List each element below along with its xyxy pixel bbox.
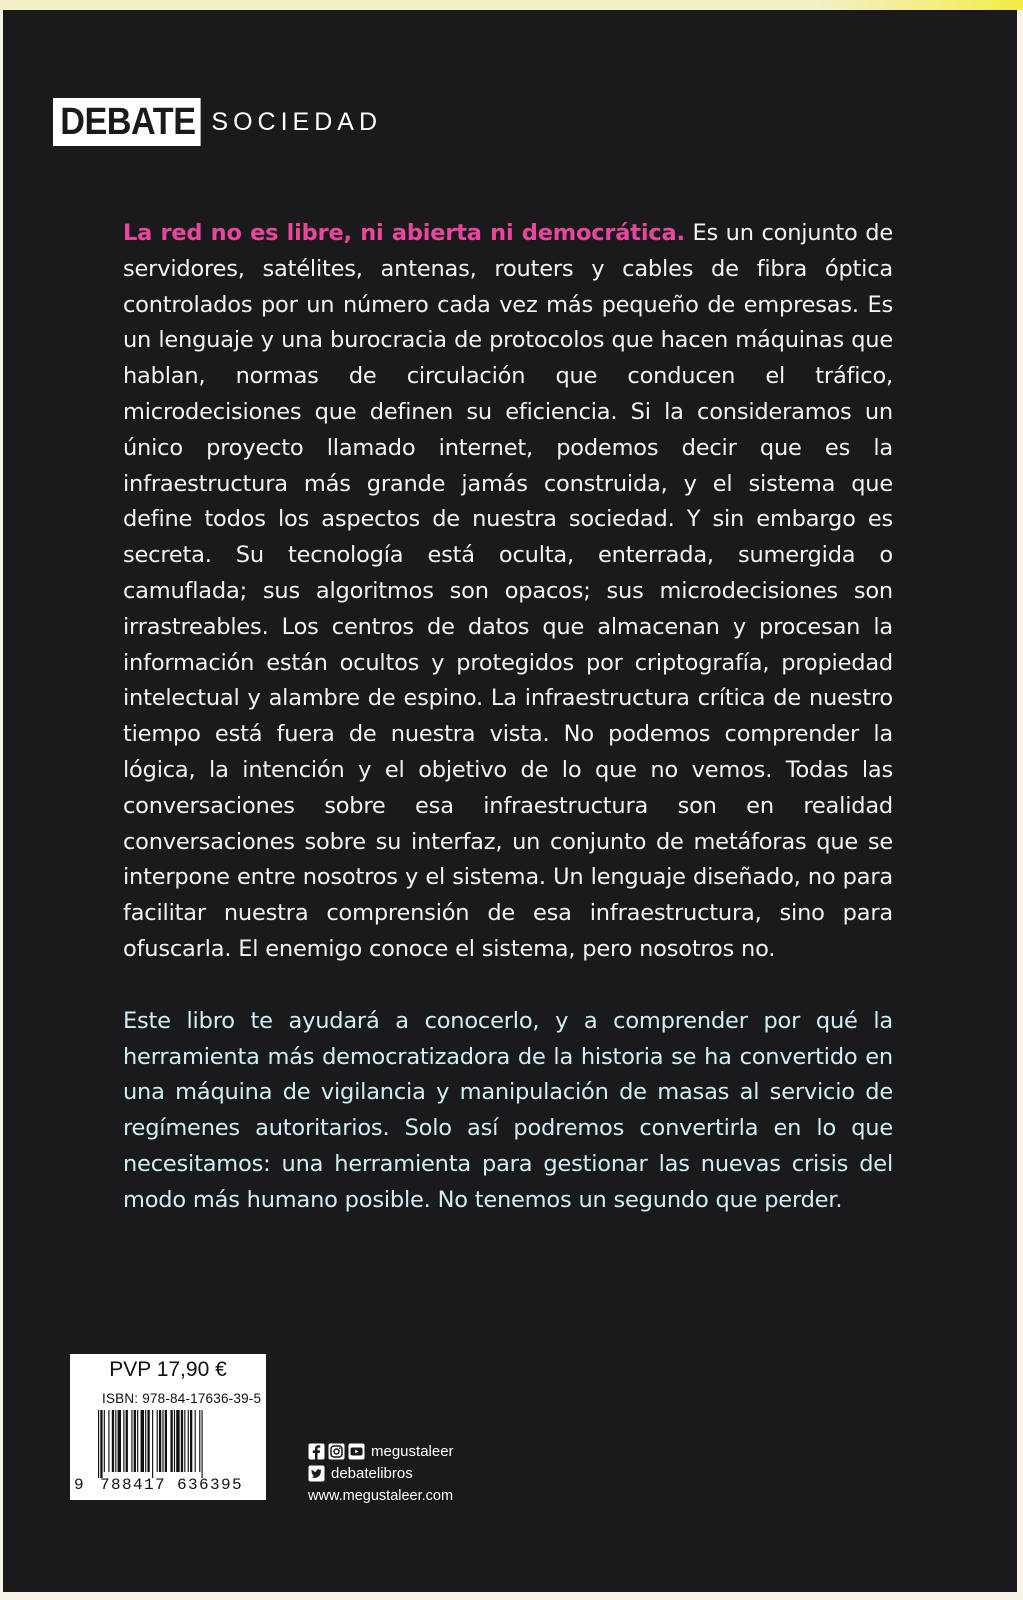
website-link[interactable]: www.megustaleer.com (308, 1488, 454, 1504)
barcode-bar (199, 1410, 200, 1472)
barcode-first-digit: 9 (74, 1476, 85, 1494)
blurb-paragraph-2: Este libro te ayudará a conocerlo, y a comprender por qué la herramienta más democratizadora de la historia se ha convertido en una máquina de vigilancia y manipulación de masas al servicio de regímenes autoritarios. Solo así podremos convertirla en lo que necesitamos: una herramienta para gestionar las nuevas crisis del modo más humano posible. No tenemos un segundo que perder. (123, 1007, 893, 1213)
barcode-bar (145, 1410, 146, 1472)
blurb-paragraph-1 (123, 216, 893, 968)
barcode-bar (137, 1410, 138, 1472)
barcode-bar (147, 1410, 149, 1472)
barcode-bar (181, 1410, 183, 1472)
barcode-bar (165, 1410, 167, 1472)
barcode-bar (134, 1410, 136, 1472)
barcode (98, 1410, 248, 1478)
barcode-bar (190, 1410, 192, 1472)
barcode-bar (112, 1410, 114, 1472)
barcode-bar (174, 1410, 175, 1472)
barcode-bar (157, 1410, 158, 1472)
social-row-megustaleer (308, 1440, 454, 1462)
publisher-logo: DEBATE (53, 98, 201, 146)
blurb-lead: La red no es libre, ni abierta ni democrática. (123, 220, 685, 246)
barcode-bar (170, 1410, 172, 1472)
blurb (123, 216, 893, 1219)
barcode-bar (100, 1410, 102, 1478)
youtube-icon[interactable] (348, 1443, 365, 1460)
barcode-bar (118, 1410, 121, 1472)
barcode-bar (123, 1410, 124, 1472)
barcode-bar (202, 1410, 203, 1478)
collection-name: SOCIEDAD (211, 108, 383, 136)
barcode-bar (131, 1410, 132, 1472)
isbn-label: ISBN: 978-84-17636-39-5 (102, 1391, 262, 1406)
barcode-bar (195, 1410, 196, 1472)
blurb-paragraph-1-text: Es un conjunto de servidores, satélites, antenas, routers y cables de fibra óptica controlados por un número cada vez más pequeño de empresas. Es un lenguaje y una burocracia de protocolos que hacen máquinas que hablan, normas de circulación que conducen el tráfico, microdecisiones que definen su eficiencia. Si la consideramos un único proyecto llamado internet, podemos decir que es la infraestructura más grande jamás construida, y el sistema que define todos los aspectos de nuestra sociedad. Y sin embargo es secreta. Su tecnología está oculta, enterrada, sumergida o camuflada; sus algoritmos son opacos; sus microdecisiones son irrastreables. Los centros de datos que almacenan y procesan la información están ocultos y protegidos por criptografía, propiedad intelectual y alambre de espino. La infraestructura crítica de nuestro tiempo está fuera de nuestra vista. No podemos comprender la lógica, la intención y el objetivo de lo que no vemos. Todas las conversaciones sobre esa infraestructura son en realidad conversaciones sobre su interfaz, un conjunto de metáforas que se interpone entre nosotros y el sistema. Un lenguaje diseñado, no para facilitar nuestra comprensión de esa infraestructura, sino para ofuscarla. El enemigo conoce el sistema, pero nosotros no. (123, 220, 893, 962)
barcode-bar (188, 1410, 189, 1472)
barcode-bar (159, 1410, 161, 1472)
price-label: PVP 17,90 € (109, 1358, 227, 1381)
publisher-brand (53, 97, 382, 147)
barcode-bar (98, 1410, 99, 1478)
barcode-bar (126, 1410, 128, 1472)
barcode-number: 788417 636395 (100, 1476, 244, 1494)
social-row-debatelibros (308, 1462, 454, 1484)
barcode-bar (115, 1410, 116, 1472)
barcode-bar (162, 1410, 163, 1472)
page-edge-strip (0, 0, 1023, 10)
social-links (308, 1440, 454, 1504)
facebook-icon[interactable] (308, 1443, 325, 1460)
book-back-cover (3, 10, 1017, 1592)
barcode-bar (152, 1410, 153, 1478)
social-handle-debatelibros[interactable]: debatelibros (331, 1464, 413, 1482)
barcode-bar (176, 1410, 179, 1472)
twitter-icon[interactable] (308, 1465, 325, 1482)
price-barcode-box (70, 1354, 266, 1500)
instagram-icon[interactable] (328, 1443, 345, 1460)
barcode-bar (104, 1410, 105, 1472)
barcode-bar (108, 1410, 109, 1472)
barcode-bar (184, 1410, 185, 1472)
social-handle-megustaleer[interactable]: megustaleer (371, 1442, 454, 1460)
barcode-bar (141, 1410, 144, 1472)
